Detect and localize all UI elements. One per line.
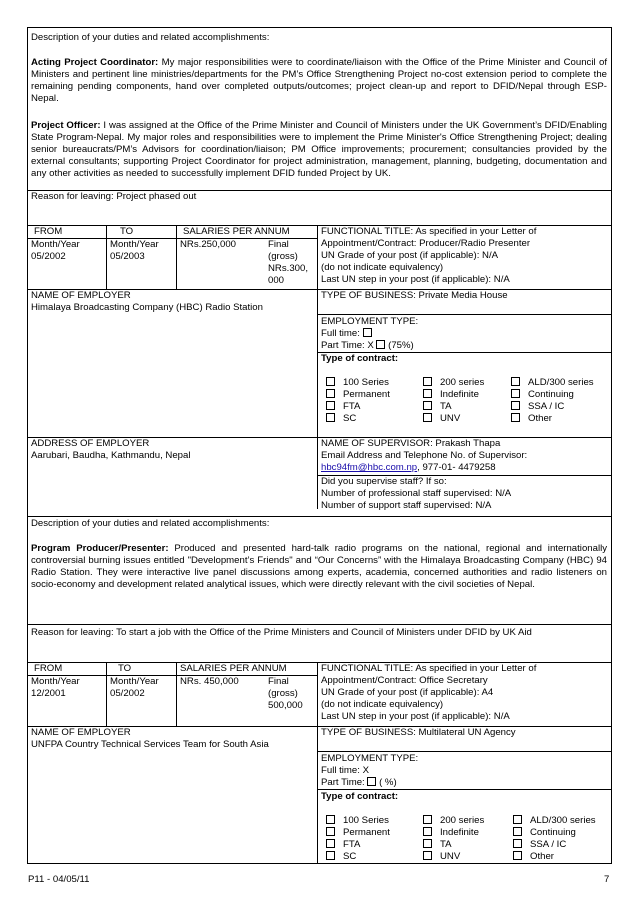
- checkbox[interactable]: [423, 827, 432, 836]
- section1-officer-paragraph: [31, 120, 607, 180]
- emp1-prof-staff: Number of professional staff supervised: N/A: [321, 488, 512, 499]
- checkbox[interactable]: [511, 377, 520, 386]
- emp1-salary-label: SALARIES PER ANNUM: [183, 226, 290, 237]
- emp2-to-label: TO: [118, 663, 132, 674]
- emp1-part-time-checkbox[interactable]: [376, 340, 385, 349]
- emp1-address-label: ADDRESS OF EMPLOYER: [31, 438, 150, 449]
- checkbox[interactable]: [423, 839, 432, 848]
- officer-title: Project Officer:: [31, 120, 101, 131]
- emp1-functional-4: (do not indicate equivalency): [321, 262, 444, 273]
- emp2-employment-type: EMPLOYMENT TYPE:: [321, 753, 419, 764]
- emp1-to-label: TO: [120, 226, 134, 237]
- emp1-employment-type: EMPLOYMENT TYPE:: [321, 316, 419, 327]
- emp1-final-2: (gross): [268, 251, 298, 262]
- emp1-functional-1: FUNCTIONAL TITLE: As specified in your Letter of: [321, 226, 537, 237]
- emp1-to-month: Month/Year: [110, 239, 159, 250]
- checkbox[interactable]: [513, 851, 522, 860]
- emp2-functional-4: (do not indicate equivalency): [321, 699, 444, 710]
- emp2-part-time-checkbox[interactable]: [367, 777, 376, 786]
- footer-left: P11 - 04/05/11: [28, 874, 90, 885]
- emp1-functional-3: UN Grade of your post (if applicable): N/A: [321, 250, 499, 261]
- emp1-final-4: 000: [268, 275, 285, 286]
- emp1-contract-col3: ALD/300 series Continuing SSA / IC Other: [511, 377, 594, 425]
- emp2-full-time: Full time: X: [321, 765, 369, 776]
- emp1-employer-label: NAME OF EMPLOYER: [31, 290, 131, 301]
- emp2-contract-col3: ALD/300 series Continuing SSA / IC Other: [513, 815, 596, 863]
- emp1-from-label: FROM: [34, 226, 63, 237]
- checkbox[interactable]: [423, 815, 432, 824]
- emp2-business: TYPE OF BUSINESS: Multilateral UN Agency: [321, 727, 516, 738]
- checkbox[interactable]: [423, 413, 432, 422]
- emp1-part-time: Part Time: X (75%): [321, 340, 414, 351]
- checkbox[interactable]: [326, 413, 335, 422]
- emp2-salary-label: SALARIES PER ANNUM: [180, 663, 287, 674]
- section2-paragraph: [31, 543, 607, 591]
- checkbox[interactable]: [423, 377, 432, 386]
- emp1-full-time: Full time:: [321, 328, 372, 340]
- emp1-contract-col1: 100 Series Permanent FTA SC: [326, 377, 390, 425]
- emp1-employer-name: Himalaya Broadcasting Company (HBC) Radio Station: [31, 302, 263, 313]
- emp1-address: Aarubari, Baudha, Kathmandu, Nepal: [31, 450, 191, 461]
- emp2-contract-label: Type of contract:: [321, 791, 399, 802]
- producer-text: Produced and presented hard-talk radio programs on the national, regional and internationally controversial burning issues entitled "Development’s Friends" and “Our Concerns” with the Himalaya Broadcasting Company (HBC) 94 Radio Station. They were interactive live panel discussions among experts, academia, concerned authorities and radio listeners on socio-economy and development related analytical issues, which were directly relevant with the civil societies of Nepal.: [31, 543, 608, 590]
- emp2-from-date: 12/2001: [31, 688, 66, 699]
- emp1-final-1: Final: [268, 239, 289, 250]
- acting-text: My major responsibilities were to coordinate/liaison with the Office of the Prime Minister and Council of Ministers and pertinent line ministries/departments for the PM’s Office Strengthening Project no-cost extension period to complete the remaining pending components, hand over completed outputs/outcomes; project clean-up and report to DFID/Nepal through ESP-Nepal.: [31, 57, 607, 104]
- emp1-functional-2: Appointment/Contract: Producer/Radio Presenter: [321, 238, 531, 249]
- emp1-functional-5: Last UN step in your post (if applicable): N/A: [321, 274, 510, 285]
- checkbox[interactable]: [423, 851, 432, 860]
- emp2-employer-name: UNFPA Country Technical Services Team for South Asia: [31, 739, 269, 750]
- checkbox[interactable]: [326, 815, 335, 824]
- emp2-contract-col2: 200 series Indefinite TA UNV: [423, 815, 484, 863]
- emp1-final-3: NRs.300,: [268, 263, 308, 274]
- emp2-from-label: FROM: [34, 663, 63, 674]
- emp2-part-time: Part Time: ( %): [321, 777, 397, 788]
- emp1-business: TYPE OF BUSINESS: Private Media House: [321, 290, 508, 301]
- emp2-contract-col1: 100 Series Permanent FTA SC: [326, 815, 390, 863]
- checkbox[interactable]: [326, 389, 335, 398]
- emp2-final-2: (gross): [268, 688, 298, 699]
- emp2-functional-3: UN Grade of your post (if applicable): A4: [321, 687, 494, 698]
- page-number: 7: [604, 874, 610, 885]
- emp1-to-date: 05/2003: [110, 251, 145, 262]
- officer-text: I was assigned at the Office of the Prime Minister and Council of Ministers under the UK Government’s DFID/Enabling State Program-Nepal. My major roles and responsibilities were to implement the Prime Minister's Office Strengthening Project; dealing senior bureaucrats/PM’s Advisors for coordination/liaison; PM Office improvements; procurement; consultancies provided by the external consultants; supporting Project Coordinator for project administration, management, planning, budgeting, documentation and any other activities as needed to successfully implement DFID funded Project by UK.: [31, 120, 608, 179]
- checkbox[interactable]: [513, 827, 522, 836]
- emp1-support-staff: Number of support staff supervised: N/A: [321, 500, 492, 511]
- emp1-supervisor: NAME OF SUPERVISOR: Prakash Thapa: [321, 438, 501, 449]
- emp1-from-month: Month/Year: [31, 239, 80, 250]
- checkbox[interactable]: [326, 377, 335, 386]
- checkbox[interactable]: [326, 839, 335, 848]
- checkbox[interactable]: [511, 413, 520, 422]
- checkbox[interactable]: [423, 401, 432, 410]
- producer-title: Program Producer/Presenter:: [31, 543, 169, 554]
- checkbox[interactable]: [511, 389, 520, 398]
- emp2-to-date: 05/2002: [110, 688, 145, 699]
- emp2-functional-2: Appointment/Contract: Office Secretary: [321, 675, 488, 686]
- emp2-to-month: Month/Year: [110, 676, 159, 687]
- checkbox[interactable]: [513, 815, 522, 824]
- emp1-supervisor-contact-label: Email Address and Telephone No. of Supervisor:: [321, 450, 528, 461]
- checkbox[interactable]: [326, 401, 335, 410]
- emp2-employer-label: NAME OF EMPLOYER: [31, 727, 131, 738]
- emp2-from-month: Month/Year: [31, 676, 80, 687]
- section1-reason: Reason for leaving: Project phased out: [31, 191, 197, 202]
- checkbox[interactable]: [513, 839, 522, 848]
- section1-acting-paragraph: [31, 57, 607, 105]
- section2-desc-heading: Description of your duties and related accomplishments:: [31, 518, 270, 529]
- checkbox[interactable]: [423, 389, 432, 398]
- checkbox[interactable]: [511, 401, 520, 410]
- emp2-functional-5: Last UN step in your post (if applicable): N/A: [321, 711, 510, 722]
- emp1-contract-col2: 200 series Indefinite TA UNV: [423, 377, 484, 425]
- checkbox[interactable]: [326, 851, 335, 860]
- acting-title: Acting Project Coordinator:: [31, 57, 159, 68]
- checkbox[interactable]: [326, 827, 335, 836]
- emp2-functional-1: FUNCTIONAL TITLE: As specified in your Letter of: [321, 663, 537, 674]
- section2-reason: Reason for leaving: To start a job with the Office of the Prime Ministers and Council of Ministers under DFID by UK Aid: [31, 627, 532, 638]
- emp2-final-1: Final: [268, 676, 289, 687]
- emp1-staff-question: Did you supervise staff? If so:: [321, 476, 447, 487]
- emp1-from-date: 05/2002: [31, 251, 66, 262]
- emp1-contract-label: Type of contract:: [321, 353, 399, 364]
- supervisor-email-link[interactable]: hbc94fm@hbc.com.np: [321, 462, 418, 473]
- emp1-full-time-checkbox[interactable]: [363, 328, 372, 337]
- section1-desc-heading: Description of your duties and related accomplishments:: [31, 32, 270, 43]
- emp1-salary-amount: NRs.250,000: [180, 239, 236, 250]
- emp1-supervisor-contact: hbc94fm@hbc.com.np, 977-01- 4479258: [321, 462, 496, 473]
- emp2-salary-amount: NRs. 450,000: [180, 676, 239, 687]
- emp2-final-3: 500,000: [268, 700, 303, 711]
